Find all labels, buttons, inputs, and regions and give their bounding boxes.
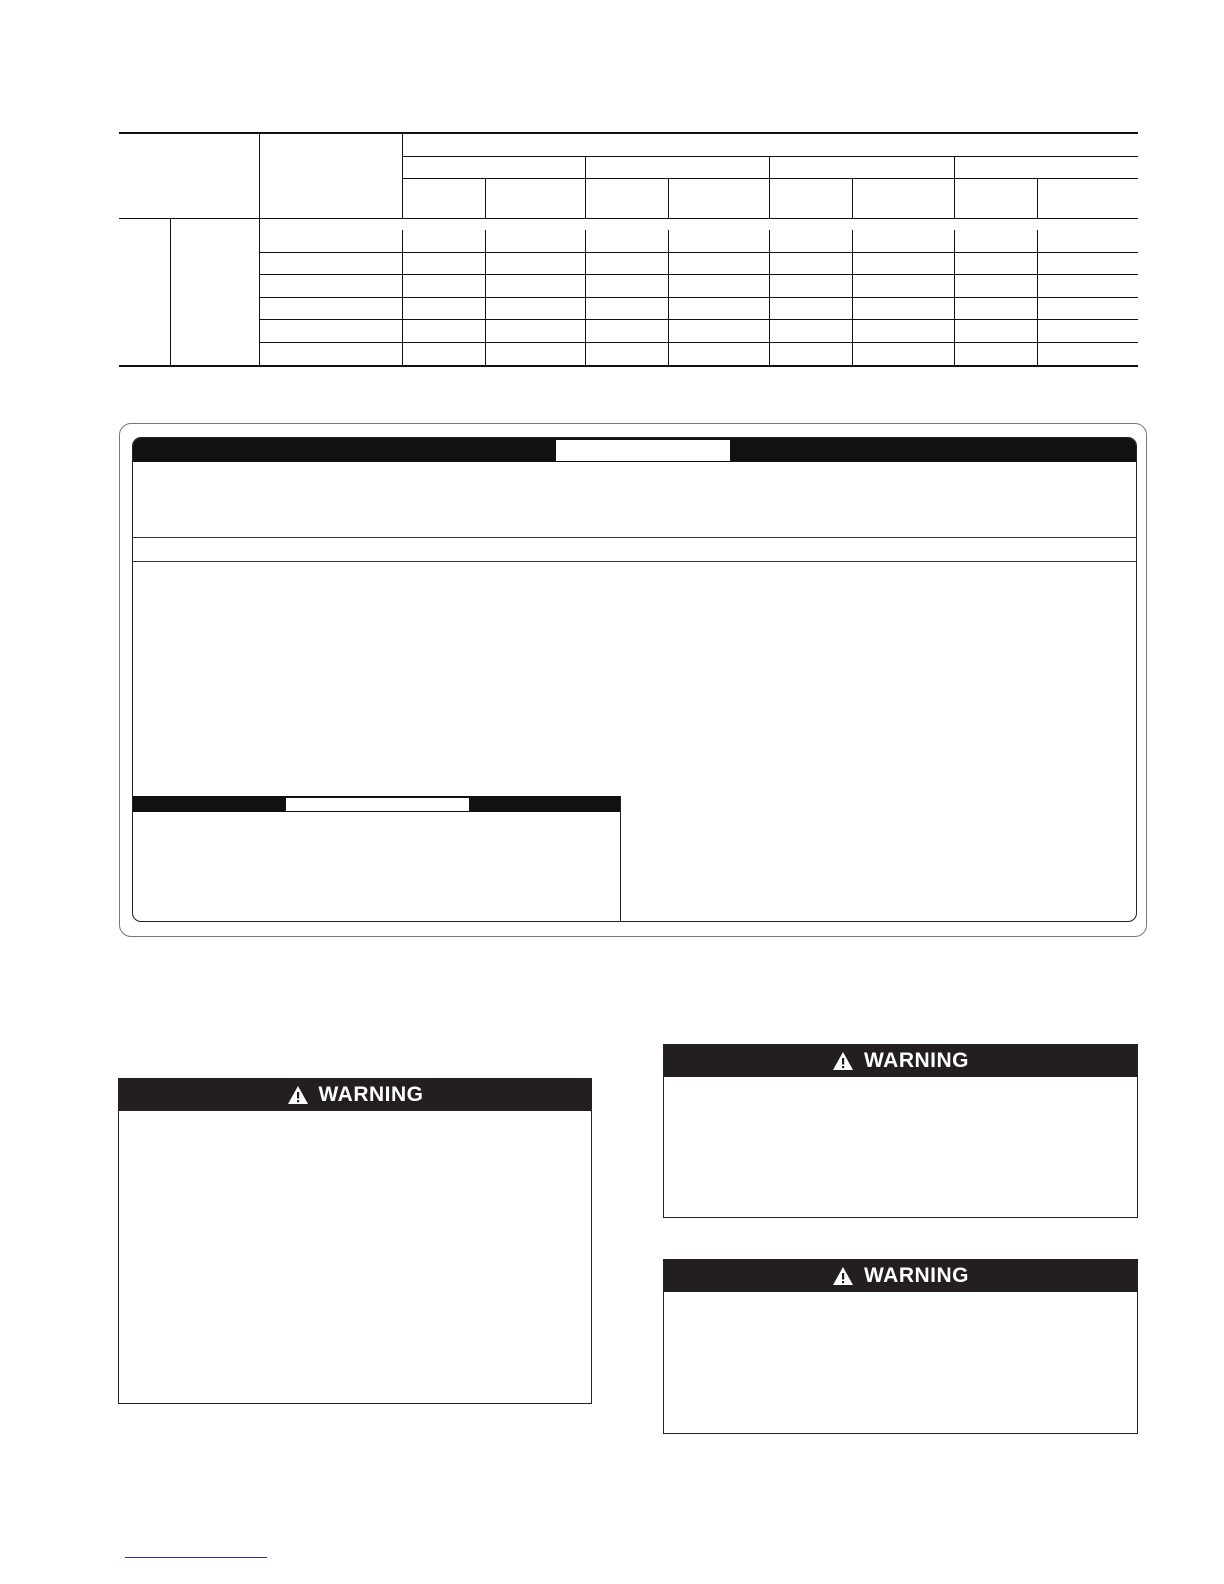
table-col-rule xyxy=(402,132,403,218)
warning-header xyxy=(664,1260,1137,1292)
notice-divider xyxy=(133,561,1136,562)
warning-box-right-top xyxy=(663,1044,1138,1218)
table-row-rule xyxy=(259,274,1138,275)
warning-label: WARNING xyxy=(864,1049,969,1072)
table-top-rule xyxy=(119,132,1138,134)
table-header-group-rule xyxy=(402,156,1138,157)
notice-header-label-slot xyxy=(556,440,730,461)
table-col-rule xyxy=(259,218,260,365)
table-col-rule xyxy=(1037,230,1038,365)
table-col-rule xyxy=(585,156,586,218)
notice-divider xyxy=(133,537,1136,538)
warning-triangle-icon xyxy=(287,1085,309,1105)
table-col-rule xyxy=(259,132,260,218)
table-col-rule xyxy=(769,230,770,365)
table-col-rule xyxy=(668,178,669,218)
table-col-rule xyxy=(585,230,586,365)
table-col-rule xyxy=(1037,178,1038,218)
table-subheader-rule xyxy=(402,178,1138,179)
table-col-rule xyxy=(402,230,403,365)
warning-box-left xyxy=(118,1078,592,1404)
table-col-rule xyxy=(852,178,853,218)
table-header-bottom-rule xyxy=(119,218,1138,219)
warning-body xyxy=(664,1292,1137,1433)
table-col-rule xyxy=(485,178,486,218)
table-row-rule xyxy=(259,297,1138,298)
warning-header xyxy=(664,1045,1137,1077)
warning-triangle-icon xyxy=(832,1051,854,1071)
warning-box-right-bottom xyxy=(663,1259,1138,1434)
table-row-rule xyxy=(259,252,1138,253)
table-row-rule xyxy=(259,319,1138,320)
table-bottom-rule xyxy=(119,365,1138,367)
warning-body xyxy=(119,1111,591,1403)
table-col-rule xyxy=(852,230,853,365)
footnote-separator xyxy=(125,1557,267,1558)
notice-subsection-label-slot xyxy=(286,798,469,811)
table-col-rule xyxy=(668,230,669,365)
table-col-rule xyxy=(954,156,955,218)
table-col-rule xyxy=(170,218,171,365)
notice-subsection-divider xyxy=(620,796,621,922)
warning-header xyxy=(119,1079,591,1111)
table-row-rule xyxy=(259,342,1138,343)
warning-triangle-icon xyxy=(832,1266,854,1286)
table-col-rule xyxy=(769,156,770,218)
data-table xyxy=(119,132,1138,368)
warning-body xyxy=(664,1077,1137,1217)
notice-inner-frame xyxy=(132,437,1137,922)
table-col-rule xyxy=(485,230,486,365)
warning-label: WARNING xyxy=(318,1083,424,1106)
warning-label: WARNING xyxy=(864,1264,969,1287)
table-col-rule xyxy=(954,230,955,365)
